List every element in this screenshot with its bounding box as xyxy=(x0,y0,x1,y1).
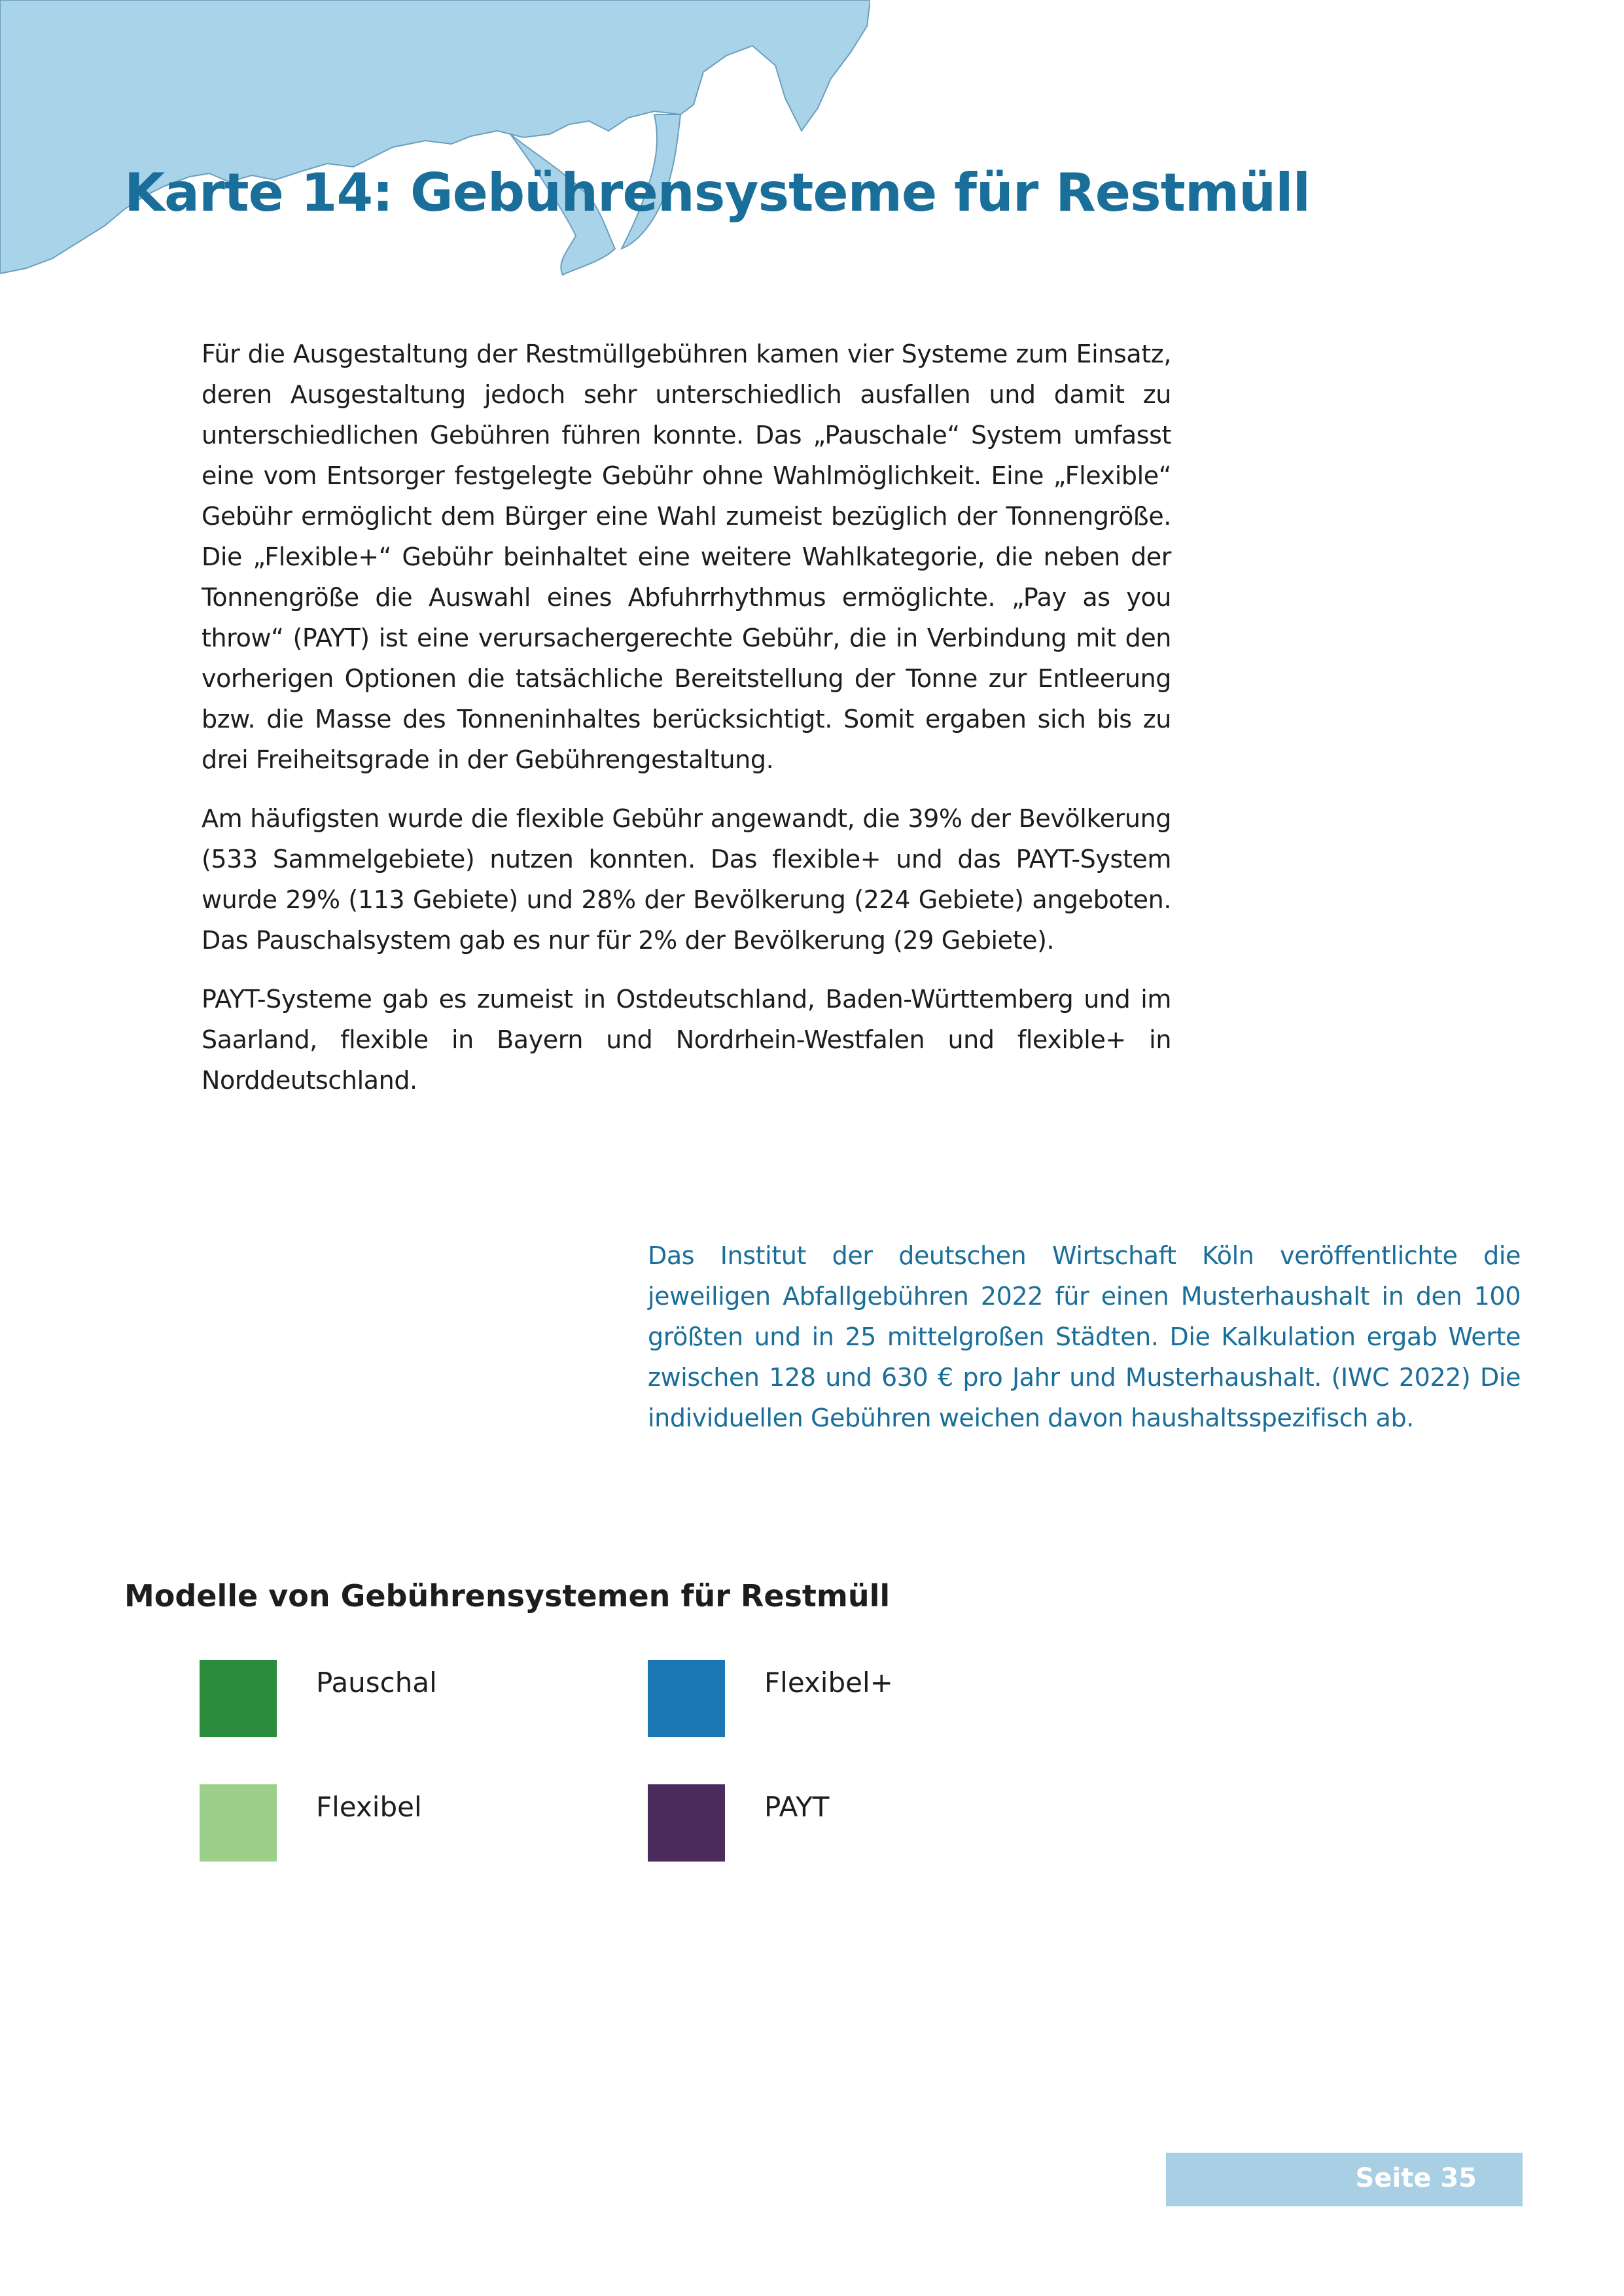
page-number-badge xyxy=(1166,2153,1523,2206)
page-number: Seite 35 xyxy=(1355,2163,1477,2193)
body-paragraph-3: PAYT-Systeme gab es zumeist in Ostdeutschland, Baden-Württemberg und im Saarland, flexible in Bayern und Nordrhein-Westfalen und flexible+ in Norddeutschland. xyxy=(202,985,1171,1095)
legend-swatch-payt xyxy=(648,1784,725,1862)
body-paragraph-1: Für die Ausgestaltung der Restmüllgebühren kamen vier Systeme zum Einsatz, deren Ausgestaltung jedoch sehr unterschiedlich ausfallen und damit zu unterschiedlichen Gebühren führen konnte. Das „Pauschale“ System umfasst eine vom Entsorger festgelegte Gebühr ohne Wahlmöglichkeit. Eine „Flexible“ Gebühr ermöglicht dem Bürger eine Wahl zumeist bezüglich der Tonnengröße. Die „Flexible+“ Gebühr beinhaltet eine weitere Wahlkategorie, die neben der Tonnengröße die Auswahl eines Abfuhrrhythmus ermöglichte. „Pay as you throw“ (PAYT) ist eine verursachergerechte Gebühr, die in Verbindung mit den vorherigen Optionen die tatsächliche Bereitstellung der Tonne zur Entleerung bzw. die Masse des Tonneninhaltes berücksichtigt. Somit ergaben sich bis zu drei Freiheitsgrade in der Gebührengestaltung. xyxy=(202,340,1171,774)
legend-heading: Modelle von Gebührensystemen für Restmüll xyxy=(124,1578,891,1614)
legend-swatch-pauschal xyxy=(200,1660,277,1737)
legend-swatch-flexibel xyxy=(200,1784,277,1862)
sea-area xyxy=(0,0,870,274)
coastline-map-decoration xyxy=(0,0,870,288)
body-paragraph-2: Am häufigsten wurde die flexible Gebühr angewandt, die 39% der Bevölkerung (533 Sammelgebiete) nutzen konnten. Das flexible+ und das PAYT-System wurde 29% (113 Gebiete) und 28% der Bevölkerung (224 Gebiete) angeboten. Das Pauschalsystem gab es nur für 2% der Bevölkerung (29 Gebiete). xyxy=(202,804,1171,955)
info-note: Das Institut der deutschen Wirtschaft Köln veröffentlichte die jeweiligen Abfallgebühren 2022 für einen Musterhaushalt in den 100 größten und in 25 mittelgroßen Städten. Die Kalkulation ergab Werte zwischen 128 und 630 € pro Jahr und Musterhaushalt. (IWC 2022) Die individuellen Gebühren weichen davon haushaltsspezifisch ab. xyxy=(648,1241,1521,1432)
body-text xyxy=(202,334,1171,1119)
page-title: Karte 14: Gebührensysteme für Restmüll xyxy=(124,162,1310,223)
legend-label-flexibel-plus: Flexibel+ xyxy=(764,1667,893,1699)
legend-label-pauschal: Pauschal xyxy=(316,1667,437,1699)
legend-swatch-flexibel-plus xyxy=(648,1660,725,1737)
legend-label-payt: PAYT xyxy=(764,1791,830,1823)
legend-label-flexibel: Flexibel xyxy=(316,1791,422,1823)
